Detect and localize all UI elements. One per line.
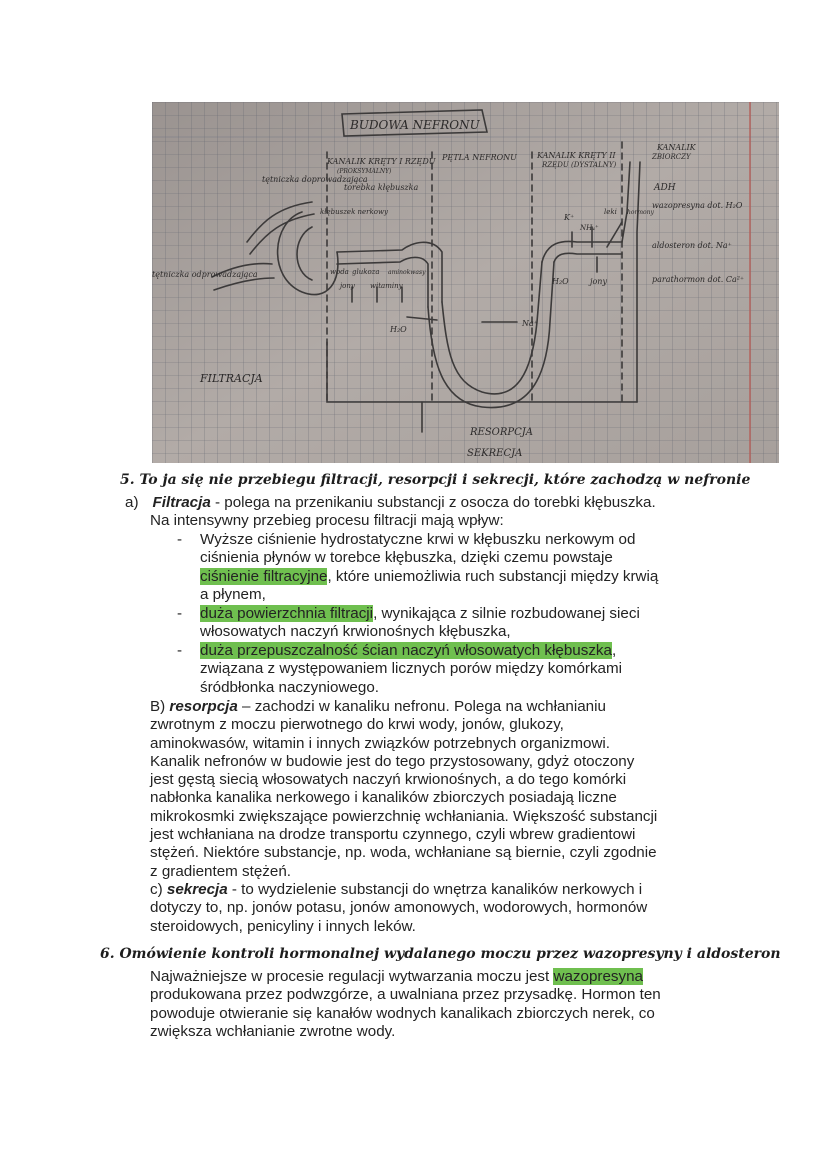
filtracja-term: Filtracja <box>152 494 211 511</box>
svg-text:aminokwasy: aminokwasy <box>388 269 426 276</box>
highlight-cisnienie: ciśnienie filtracyjne <box>200 567 328 585</box>
svg-text:leki: leki <box>604 208 617 216</box>
svg-text:KANALIK KRĘTY I RZĘDU: KANALIK KRĘTY I RZĘDU <box>327 157 436 166</box>
svg-text:H₂O: H₂O <box>390 325 407 334</box>
svg-text:KANALIK KRĘTY II: KANALIK KRĘTY II <box>537 151 616 160</box>
svg-text:H₂O: H₂O <box>552 277 569 286</box>
svg-text:(PROKSYMALNY): (PROKSYMALNY) <box>337 168 392 175</box>
svg-text:glukoza: glukoza <box>352 268 380 276</box>
bullet-permeability: duża przepuszczalność ścian naczyń włosowatych kłębuszka, związana z występowaniem licznych porów między komórkami śródbłonka naczyniowego. <box>200 642 623 696</box>
svg-text:jony: jony <box>590 277 607 286</box>
svg-text:wazopresyna dot. H₂O: wazopresyna dot. H₂O <box>652 201 743 210</box>
svg-text:K⁺: K⁺ <box>564 213 575 222</box>
bullet-dash: - <box>177 642 183 659</box>
highlight-wazopresyna: wazopresyna <box>553 968 643 985</box>
bullet-dash: - <box>177 531 183 548</box>
svg-text:ADH: ADH <box>654 183 676 193</box>
resorpcja-term: resorpcja <box>169 698 238 715</box>
svg-text:tętniczka odprowadzająca: tętniczka odprowadzająca <box>152 270 258 279</box>
bullet-dash: - <box>177 605 183 622</box>
section-6-heading: 6. Omówienie kontroli hormonalnej wydalanego moczu przez wazopresyny i aldosteron <box>100 946 781 962</box>
svg-text:torebka kłębuszka: torebka kłębuszka <box>344 183 419 192</box>
svg-text:NH₄⁺: NH₄⁺ <box>580 224 599 232</box>
svg-text:parathormon dot. Ca²⁺: parathormon dot. Ca²⁺ <box>652 275 745 284</box>
svg-text:jony: jony <box>340 282 355 290</box>
wazopresyna-paragraph: Najważniejsze w procesie regulacji wytwarzania moczu jest wazopresyna produkowana przez podwzgórze, a uwalniana przez przysadkę. Hormon ten powoduje otwieranie się kanałów wodnych kanalikach zbiorczych nerek, co zwiększa wchłanianie zwrotne wody. <box>150 968 661 1040</box>
svg-text:hormony: hormony <box>627 209 654 216</box>
svg-text:kłębuszek nerkowy: kłębuszek nerkowy <box>320 208 388 216</box>
svg-text:PĘTLA NEFRONU: PĘTLA NEFRONU <box>442 153 517 162</box>
svg-text:ZBIORCZY: ZBIORCZY <box>652 153 691 161</box>
sekrecja-term: sekrecja <box>166 880 228 898</box>
svg-text:RESORPCJA: RESORPCJA <box>470 427 534 438</box>
resorpcja-paragraph: B) resorpcja – zachodzi w kanaliku nefronu. Polega na wchłanianiu zwrotnym z moczu pierwotnego do krwi wody, jonów, glukozy, aminokwasów, witamin i innych związków potrzebnych organizmowi. Kanalik nefronów w budowie jest do tego przystosowany, gdyż otoczony jest gęstą siecią włosowatych naczyń krwionośnych, a do tego komórki nabłonka kanalika nerkowego i kanalików zbiorczych posiadają liczne mikrokosmki zwiększające powierzchnię wchłaniania. Większość substancji jest wchłaniana na drodze transportu czynnego, czyli wbrew gradientowi stężeń. Niektóre substancje, np. woda, wchłaniane są biernie, czyli zgodnie z gradientem stężeń. c) sekrecja - to wydzielenie substancji do wnętrza kanalików nerkowych i dotyczy to, np. jonów potasu, jonów amonowych, wodorowych, hormonów steroidowych, penicyliny i innych leków. <box>150 698 658 935</box>
svg-text:RZĘDU (DYSTALNY): RZĘDU (DYSTALNY) <box>542 161 617 169</box>
svg-text:KANALIK: KANALIK <box>657 143 696 152</box>
svg-text:woda: woda <box>330 268 349 276</box>
highlight-powierzchnia: duża powierzchnia filtracji <box>200 605 374 622</box>
svg-text:witaminy: witaminy <box>370 282 403 290</box>
svg-text:Na⁺: Na⁺ <box>522 319 538 328</box>
diagram-title: BUDOWA NEFRONU <box>350 118 480 132</box>
highlight-przepuszczalnosc: duża przepuszczalność ścian naczyń włosowatych kłębuszka <box>200 642 612 659</box>
nephron-diagram-photo <box>152 102 779 463</box>
svg-text:aldosteron dot. Na⁺: aldosteron dot. Na⁺ <box>652 241 732 250</box>
section-5-heading: 5. To ja się nie przebiegu filtracji, resorpcji i sekrecji, które zachodzą w nefronie <box>120 472 751 488</box>
svg-text:tętniczka doprowadzająca: tętniczka doprowadzająca <box>262 175 368 184</box>
svg-text:FILTRACJA: FILTRACJA <box>200 372 263 385</box>
bullet-surface: duża powierzchnia filtracji, wynikająca z silnie rozbudowanej sieci włosowatych naczyń krwionośnych kłębuszka, <box>200 605 640 641</box>
filtracja-paragraph: a) Filtracja - polega na przenikaniu substancji z osocza do torebki kłębuszka. Na intensywny przebieg procesu filtracji mają wpływ: <box>125 494 656 530</box>
bullet-pressure: Wyższe ciśnienie hydrostatyczne krwi w kłębuszku nerkowym od ciśnienia płynów w torebce kłębuszka, dzięki czemu powstaje ciśnienie filtracyjne, które uniemożliwia ruch substancji między krwią a płynem, <box>200 531 659 603</box>
svg-text:SEKRECJA: SEKRECJA <box>467 448 523 459</box>
